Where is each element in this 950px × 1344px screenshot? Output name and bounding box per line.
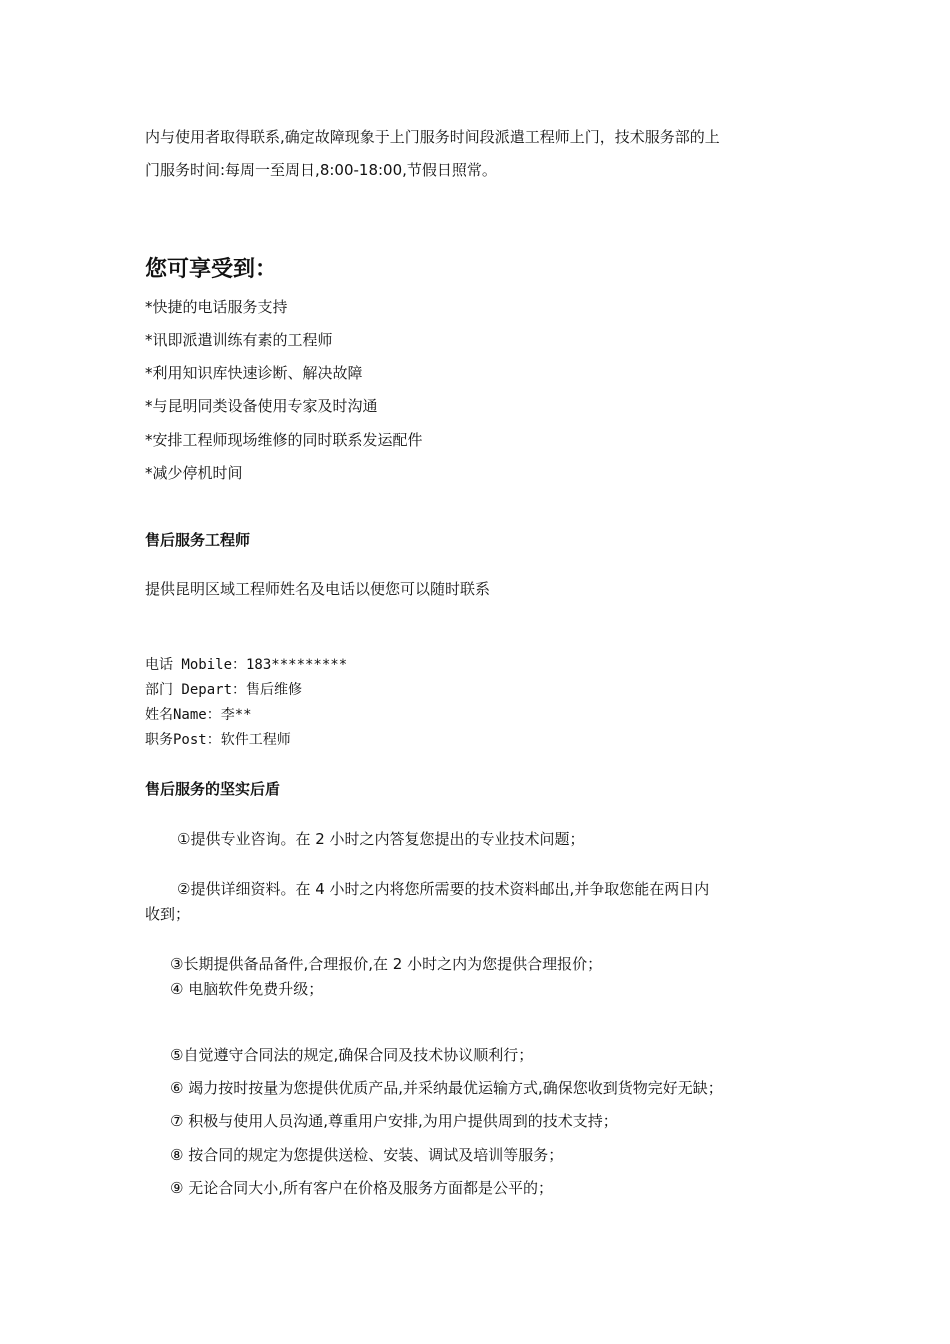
- guarantee-item-6: ⑥ 竭力按时按量为您提供优质产品,并采纳最优运输方式,确保您收到货物完好无缺；: [170, 1079, 723, 1097]
- contact-name: 姓名Name：李**: [145, 707, 252, 723]
- benefits-title: 您可享受到：: [145, 257, 278, 282]
- benefit-item: *减少停机时间: [145, 464, 243, 482]
- guarantee-title: 售后服务的坚实后盾: [145, 780, 281, 798]
- contact-post: 职务Post：软件工程师: [145, 732, 291, 748]
- contact-depart: 部门 Depart：售后维修: [145, 682, 303, 698]
- guarantee-item-4: ④ 电脑软件免费升级；: [170, 980, 324, 998]
- guarantee-item-1: ①提供专业咨询。在 2 小时之内答复您提出的专业技术问题；: [177, 830, 585, 848]
- guarantee-item-5: ⑤自觉遵守合同法的规定,确保合同及技术协议顺利行；: [170, 1046, 534, 1064]
- engineer-desc: 提供昆明区域工程师姓名及电话以便您可以随时联系: [145, 580, 491, 598]
- guarantee-item-7: ⑦ 积极与使用人员沟通,尊重用户安排,为用户提供周到的技术支持；: [170, 1112, 618, 1130]
- benefit-item: *快捷的电话服务支持: [145, 298, 288, 316]
- guarantee-item-2: ②提供详细资料。在 4 小时之内将您所需要的技术资料邮出,并争取您能在两日内: [177, 880, 710, 898]
- guarantee-item-8: ⑧ 按合同的规定为您提供送检、安装、调试及培训等服务；: [170, 1146, 564, 1164]
- guarantee-item-2-cont: 收到；: [145, 905, 191, 923]
- contact-mobile: 电话 Mobile：183*********: [145, 657, 348, 673]
- engineer-title: 售后服务工程师: [145, 531, 251, 549]
- intro-line-1: 内与使用者取得联系,确定故障现象于上门服务时间段派遣工程师上门，技术服务部的上: [145, 128, 720, 146]
- intro-line-2: 门服务时间:每周一至周日,8:00-18:00,节假日照常。: [145, 161, 497, 179]
- guarantee-item-9: ⑨ 无论合同大小,所有客户在价格及服务方面都是公平的；: [170, 1179, 553, 1197]
- benefit-item: *利用知识库快速诊断、解决故障: [145, 364, 363, 382]
- benefit-item: *安排工程师现场维修的同时联系发运配件: [145, 431, 423, 449]
- benefit-item: *讯即派遣训练有素的工程师: [145, 331, 333, 349]
- guarantee-item-3: ③长期提供备品备件,合理报价,在 2 小时之内为您提供合理报价；: [170, 955, 603, 973]
- benefit-item: *与昆明同类设备使用专家及时沟通: [145, 397, 378, 415]
